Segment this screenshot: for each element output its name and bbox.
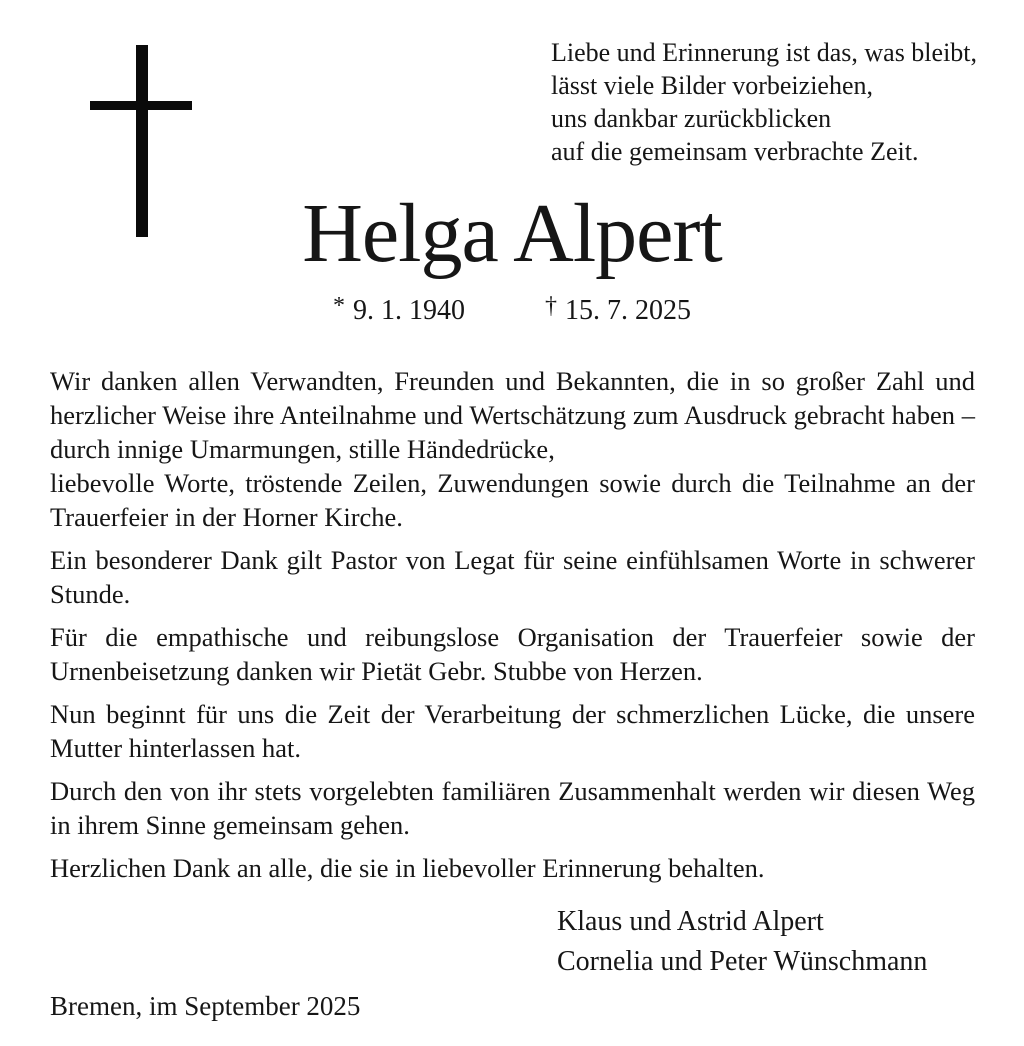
thanks-paragraph: Herzlichen Dank an alle, die sie in liebevoller Erinnerung behalten. [50,853,765,883]
birth-star-symbol: * [333,293,345,319]
thanks-paragraph: Durch den von ihr stets vorgelebten familiären Zusammenhalt werden wir diesen Weg in ihrem Sinne gemeinsam gehen. [50,776,975,840]
thanks-paragraph: Wir danken allen Verwandten, Freunden und Bekannten, die in so großer Zahl und herzlicher Weise ihre Anteilnahme und Wertschätzung zum Ausdruck gebracht haben – durch innige Umarmungen, stille Händedrücke, [50,366,975,464]
thanks-paragraph: liebevolle Worte, tröstende Zeilen, Zuwendungen sowie durch die Teilnahme an der Trauerfeier in der Horner Kirche. [50,468,975,532]
death-date-value: 15. 7. 2025 [565,295,691,326]
place-date: Bremen, im September 2025 [50,991,361,1021]
verse-line: uns dankbar zurückblicken [551,104,832,133]
verse-line: lässt viele Bilder vorbeiziehen, [551,71,874,100]
memorial-verse [551,36,977,168]
family-signatures [50,902,975,982]
thanks-paragraph: Für die empathische und reibungslose Organisation der Trauerfeier sowie der Urnenbeisetzung danken wir Pietät Gebr. Stubbe von Herzen. [50,622,975,686]
notice-body [50,364,975,1023]
verse-line: auf die gemeinsam verbrachte Zeit. [551,137,919,166]
signature-name: Klaus und Astrid Alpert [557,906,824,937]
death-cross-symbol: † [545,293,557,319]
death-date [545,293,691,327]
thanks-paragraph: Nun beginnt für uns die Zeit der Verarbeitung der schmerzlichen Lücke, die unsere Mutter hinterlassen hat. [50,699,975,763]
thanks-paragraph: Ein besonderer Dank gilt Pastor von Legat für seine einfühlsamen Worte in schwerer Stunde. [50,545,975,609]
deceased-name: Helga Alpert [302,187,722,280]
birth-date-value: 9. 1. 1940 [353,295,465,326]
birth-date [333,293,465,327]
signature-name: Cornelia und Peter Wünschmann [557,946,928,977]
life-dates [0,293,1024,327]
verse-line: Liebe und Erinnerung ist das, was bleibt, [551,38,978,67]
